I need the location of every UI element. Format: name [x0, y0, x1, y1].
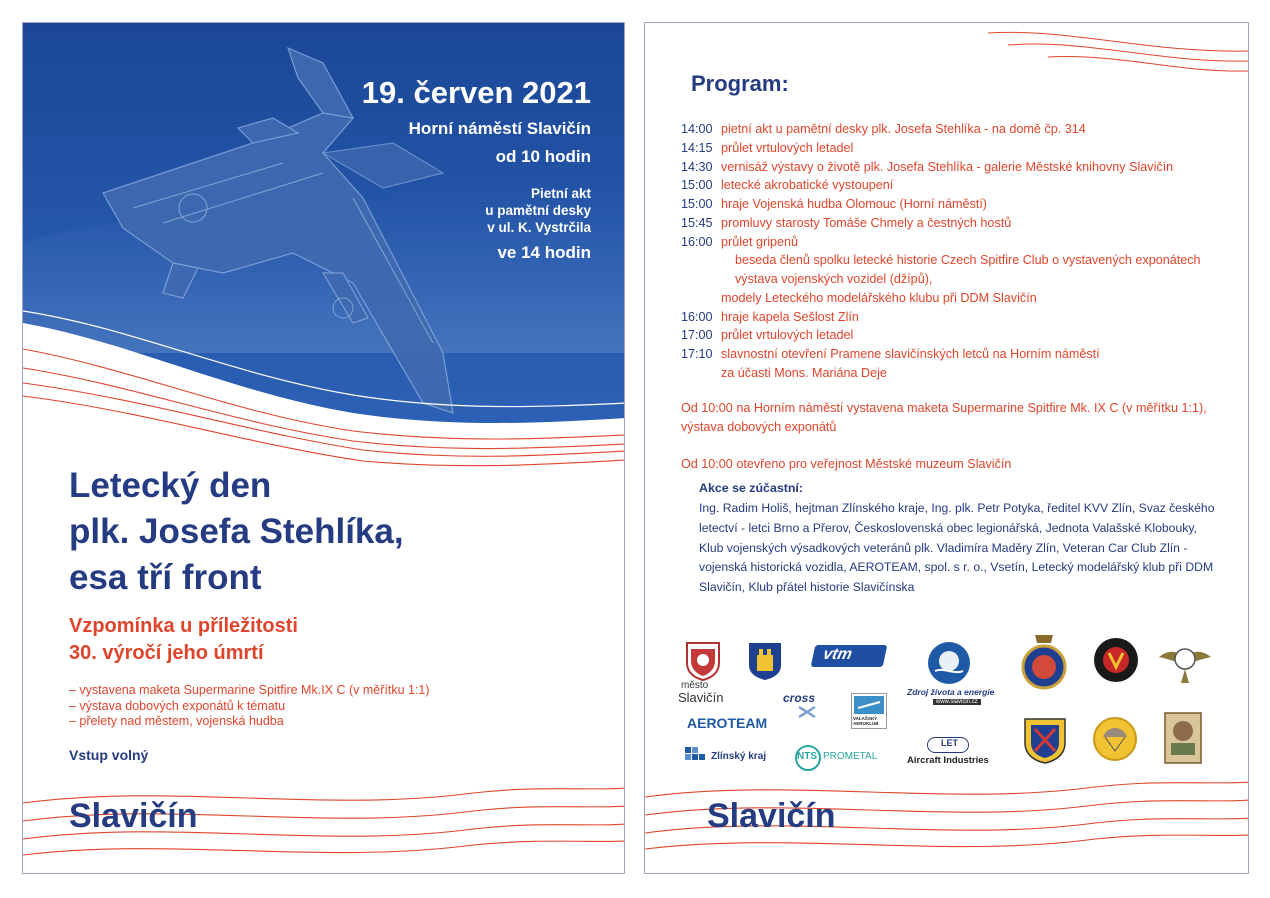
- schedule-time: 16:00: [681, 234, 713, 249]
- squadron-badge-logo: [1021, 629, 1067, 693]
- schedule-row: [681, 326, 1241, 345]
- poster-subtitle: [69, 613, 298, 667]
- air-force-shield-logo: [1023, 715, 1067, 765]
- logo-text: Slavičín: [678, 690, 724, 705]
- logo-text: cross: [783, 691, 816, 705]
- town-logo: Slavičín: [707, 797, 836, 835]
- schedule-event: promluvy starosty Tomáše Chmely a čestných hostů: [721, 215, 1012, 230]
- time-line: od 10 hodin: [495, 147, 591, 166]
- logo-text: LET: [941, 738, 958, 748]
- legionnaire-badge-logo: [1163, 711, 1203, 765]
- program-page: [644, 22, 1249, 874]
- schedule-event: za účasti Mons. Mariána Deje: [721, 365, 887, 380]
- note-line: výstava dobových exponátů: [681, 419, 837, 434]
- top-waves: [988, 23, 1248, 83]
- exhibit-note: [681, 399, 1207, 437]
- schedule-time: 17:10: [681, 347, 713, 361]
- schedule-row: [681, 289, 1241, 308]
- schedule-time: 15:45: [681, 215, 713, 230]
- schedule-event: modely Leteckého modelářského klubu při DDM Slavičín: [721, 290, 1037, 305]
- logo-text: Zdroj života a energie: [907, 687, 995, 697]
- schedule-time: 16:00: [681, 309, 713, 324]
- schedule-event: letecké akrobatické vystoupení: [721, 178, 894, 193]
- schedule-row: [681, 158, 1241, 177]
- schedule-event: průlet vrtulových letadel: [721, 328, 854, 343]
- aeroklub-icon: [852, 694, 886, 716]
- schedule-event: hraje kapela Sešlost Zlín: [721, 309, 859, 324]
- coat-of-arms-icon: [681, 641, 725, 681]
- vtm-logo: [811, 645, 888, 667]
- schedule-time: 14:15: [681, 140, 713, 155]
- note-line: Od 10:00 na Horním náměstí vystavena maketa Supermarine Spitfire Mk. IX C (v měřítku 1:1),: [681, 401, 1207, 415]
- pietni-akt-info: [485, 185, 591, 236]
- guests-list: Ing. Radim Holiš, hejtman Zlínského kraje, Ing. plk. Petr Potyka, ředitel KVV Zlín, Svaz českého letectví - letci Brno a Přerov, Československá obec legionářská, Jednota Valašské Klobouky, Klub vojenských výsadkových veteránů plk. Vladimíra Maděry Zlín, Veteran Car Club Zlín - vojenská historická vozidla, AEROTEAM, spol. s r. o., Vsetín, Letecký modelářský klub při DDM Slavičín, Klub přátel historie Slavičínska: [699, 501, 1215, 595]
- schedule-time: 17:00: [681, 328, 713, 343]
- schedule-time: 15:00: [681, 178, 713, 193]
- veteran-car-club-logo: [1093, 637, 1139, 683]
- schedule-event: hraje Vojenská hudba Olomouc (Horní náměstí): [721, 197, 988, 211]
- schedule-time: 14:00: [681, 122, 713, 136]
- highlight-item: – výstava dobových exponátů k tématu: [69, 698, 286, 713]
- schedule-row: [681, 233, 1241, 252]
- poster-title: [69, 463, 404, 601]
- schedule-row: [681, 308, 1241, 327]
- event-date: 19. červen 2021: [361, 75, 591, 110]
- logo-text: město: [681, 680, 709, 691]
- front-page: [22, 22, 625, 874]
- schedule-event: beseda členů spolku letecké historie Czech Spitfire Club o vystavených exponátech: [735, 253, 1201, 268]
- program-heading: Program:: [691, 71, 789, 96]
- schedule-row: [681, 364, 1241, 383]
- schedule-row: [681, 139, 1241, 158]
- logo-text: Zlínský kraj: [711, 751, 767, 762]
- museum-note: Od 10:00 otevřeno pro veřejnost Městské muzeum Slavičín: [681, 457, 1012, 471]
- schedule-event: průlet gripenů: [721, 234, 799, 249]
- city-shield-logo: [747, 641, 783, 681]
- schedule-time: 15:00: [681, 197, 713, 211]
- schedule-event: slavnostní otevření Pramene slavičínských letců na Horním náměstí: [721, 347, 1100, 361]
- schedule-row: [681, 120, 1241, 139]
- valassky-aeroklub-logo: [851, 693, 887, 729]
- logo-url: www.slavicin.cz: [933, 699, 981, 705]
- schedule-time: [681, 289, 721, 308]
- piet-line: Pietní akt: [530, 186, 591, 201]
- logo-text: VALAŠSKÝ AEROKLUB: [853, 716, 879, 726]
- title-line: esa tří front: [69, 558, 262, 597]
- schedule-time: [681, 251, 721, 270]
- subtitle-line: Vzpomínka u příležitosti: [69, 615, 298, 637]
- logo-text: AEROTEAM: [687, 715, 768, 731]
- schedule-row: [681, 214, 1241, 233]
- cross-x-icon: [797, 705, 817, 719]
- place-line: Horní náměstí Slavičín: [408, 119, 591, 138]
- highlights-list: [69, 683, 430, 730]
- pietni-akt-time: ve 14 hodin: [497, 243, 591, 262]
- schedule-event: vernisáž výstavy o životě plk. Josefa Stehlíka - galerie Městské knihovny Slavičín: [721, 159, 1174, 174]
- slavicin-coat-of-arms-logo: [678, 641, 725, 705]
- highlight-item: – přelety nad městem, vojenská hudba: [69, 714, 284, 728]
- guests-heading: Akce se zúčastní:: [699, 481, 803, 495]
- winged-emblem-logo: [1157, 637, 1213, 687]
- water-drop-icon: [927, 641, 971, 685]
- logo-text: Aircraft Industries: [907, 755, 989, 766]
- schedule-time: 14:30: [681, 159, 713, 174]
- paratroopers-badge-logo: [1093, 713, 1137, 763]
- piet-line: u pamětní desky: [485, 203, 591, 218]
- schedule-time: [681, 364, 721, 383]
- schedule-event: průlet vrtulových letadel: [721, 140, 854, 155]
- piet-line: v ul. K. Vystrčila: [487, 220, 591, 235]
- program-schedule: [681, 120, 1241, 383]
- schedule-row: [681, 176, 1241, 195]
- logo-text: vtm: [821, 646, 854, 663]
- schedule-time: [681, 270, 721, 289]
- schedule-row: [681, 270, 1241, 289]
- schedule-row: [681, 251, 1241, 270]
- cross-logo: [783, 691, 835, 721]
- schedule-event: pietní akt u pamětní desky plk. Josefa Stehlíka - na domě čp. 314: [721, 122, 1086, 136]
- schedule-event: výstava vojenských vozidel (džípů),: [735, 272, 933, 286]
- entry-note: Vstup volný: [69, 747, 149, 763]
- event-place: [409, 115, 591, 171]
- title-line: Letecký den: [69, 466, 272, 505]
- schedule-row: [681, 195, 1241, 214]
- logo-text: NTS: [797, 751, 817, 762]
- logo-text: PROMETAL: [823, 751, 878, 762]
- schedule-row: [681, 345, 1241, 364]
- subtitle-line: 30. výročí jeho úmrtí: [69, 642, 264, 664]
- highlight-item: – vystavena maketa Supermarine Spitfire Mk.IX C (v měřítku 1:1): [69, 683, 430, 697]
- zdroj-zivota-logo: [905, 641, 995, 711]
- town-logo: Slavičín: [69, 797, 198, 835]
- title-line: plk. Josefa Stehlíka,: [69, 512, 404, 551]
